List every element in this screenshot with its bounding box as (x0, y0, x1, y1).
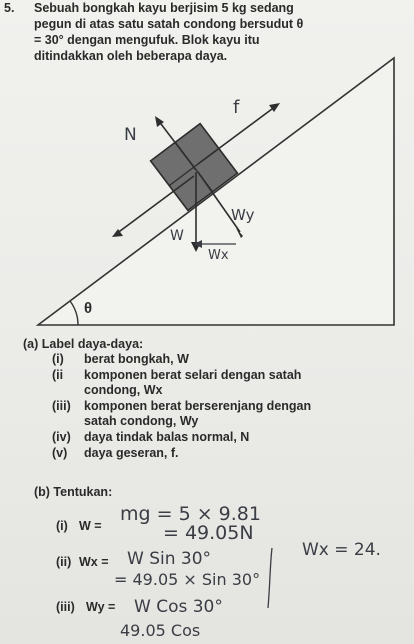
answer-iii-line-2: 49.05 Cos (120, 621, 201, 640)
answer-iii-line-1: W Cos 30° (134, 597, 223, 617)
part-a-v-num: (v) (52, 446, 68, 460)
answer-ii-line-2: = 49.05 × Sin 30° (114, 570, 261, 589)
part-b-ii-num: (ii) (56, 555, 72, 569)
part-a-iii-text-2: satah condong, Wy (84, 414, 199, 428)
part-a-iv-num: (iv) (52, 430, 71, 444)
question-line-4: ditindakkan oleh beberapa daya. (34, 49, 228, 63)
part-a-heading: (a) Label daya-daya: (23, 337, 144, 351)
answer-i-line-1: mg = 5 × 9.81 (120, 503, 261, 525)
part-a-ii-num: (ii (52, 368, 64, 382)
answer-i-line-2: = 49.05N (163, 522, 254, 544)
label-w: W (170, 228, 184, 244)
part-a-v-text: daya geseran, f. (84, 446, 179, 460)
part-b-i-num: (i) (56, 519, 68, 533)
part-b-ii-label: Wx = (79, 555, 109, 569)
part-a-ii-text-1: komponen berat selari dengan satah (84, 368, 302, 382)
part-a-iv-text: daya tindak balas normal, N (84, 430, 250, 444)
answer-ii-line-1: W Sin 30° (127, 549, 212, 569)
label-f: f (233, 97, 240, 118)
part-b-iii-num: (iii) (56, 600, 75, 614)
label-wy: Wy (231, 206, 255, 224)
part-a-ii-text-2: condong, Wx (84, 383, 163, 397)
part-a-i-text: berat bongkah, W (84, 352, 189, 366)
question-line-3: = 30° dengan mengufuk. Blok kayu itu (34, 33, 260, 47)
part-b-iii-label: Wy = (86, 600, 116, 614)
answer-ii-side-note: Wx = 24. (302, 540, 381, 560)
question-line-1: Sebuah bongkah kayu berjisim 5 kg sedang (34, 1, 294, 15)
part-b-i-label: W = (79, 519, 102, 533)
label-wx: Wx (208, 248, 229, 263)
part-a-i-num: (i) (52, 352, 64, 366)
question-number: 5. (4, 1, 15, 15)
question-line-2: pegun di atas satu satah condong bersudut θ (34, 17, 304, 31)
label-n: N (124, 125, 137, 145)
part-b-heading: (b) Tentukan: (34, 485, 113, 499)
part-a-iii-num: (iii) (52, 399, 71, 413)
label-theta: θ (84, 300, 93, 317)
part-a-iii-text-1: komponen berat berserenjang dengan (84, 399, 312, 413)
